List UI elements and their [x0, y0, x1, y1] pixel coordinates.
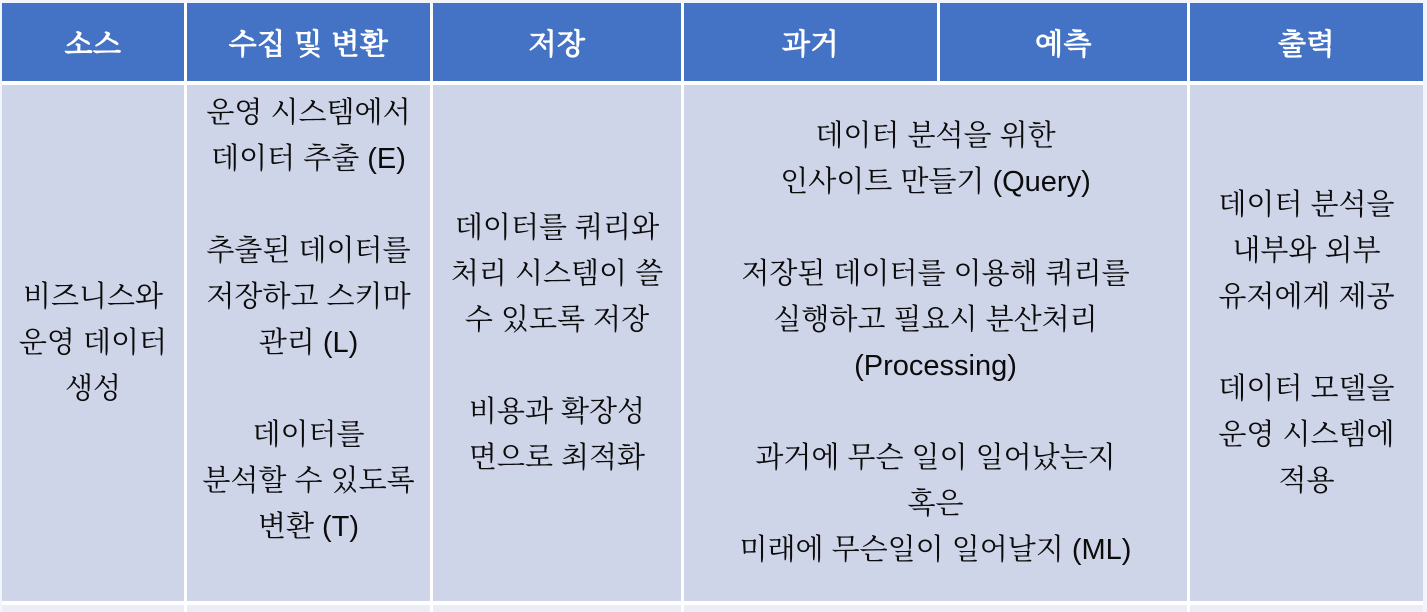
- data-pipeline-table: [2, 3, 1423, 612]
- cell-line: 인사이트 만들기 (Query): [780, 166, 1091, 198]
- cell-line: 미래에 무슨일이 일어날지 (ML): [739, 534, 1132, 566]
- cell-line: 과거에 무슨 일이 일어났는지: [755, 442, 1116, 474]
- cell-line: 비즈니스와: [22, 281, 164, 313]
- cell-line: (Processing): [854, 350, 1017, 382]
- cell-line: 변환 (T): [257, 511, 360, 543]
- cell-line: 데이터 분석을: [1218, 189, 1395, 221]
- next-row-sliver-cell: [684, 605, 1187, 612]
- header-cell-past: 과거: [684, 3, 937, 81]
- body-cell-source: [2, 85, 184, 601]
- cell-line: 운영 시스템에서: [206, 97, 411, 129]
- cell-line: 데이터 분석을 위한: [815, 120, 1056, 152]
- header-cell-source: 소스: [2, 3, 184, 81]
- cell-line: 저장된 데이터를 이용해 쿼리를: [741, 258, 1130, 290]
- cell-line: 데이터를 쿼리와: [454, 212, 660, 244]
- cell-line: 데이터 추출 (E): [211, 143, 406, 175]
- header-cell-collect-transform: 수집 및 변환: [187, 3, 430, 81]
- cell-line: 내부와 외부: [1232, 235, 1381, 267]
- cell-line: 운영 시스템에: [1218, 419, 1395, 451]
- cell-line: 데이터 모델을: [1218, 373, 1395, 405]
- next-row-sliver-cell: [2, 605, 184, 612]
- next-row-sliver-cell: [433, 605, 681, 612]
- cell-line: 관리 (L): [258, 327, 359, 359]
- cell-line: 처리 시스템이 쓸: [450, 258, 664, 290]
- cell-line: 혹은: [907, 488, 964, 520]
- header-cell-output: 출력: [1190, 3, 1423, 81]
- header-cell-storage: 저장: [433, 3, 681, 81]
- body-cell-storage: [433, 85, 681, 601]
- cell-line: 적용: [1278, 465, 1335, 497]
- cell-line: 비용과 확장성: [468, 396, 646, 428]
- cell-line: 추출된 데이터를: [206, 235, 411, 267]
- cell-line: 생성: [64, 373, 122, 405]
- cell-line: 유저에게 제공: [1218, 281, 1395, 313]
- cell-line: 운영 데이터: [18, 327, 168, 359]
- cell-line: 저장하고 스키마: [206, 281, 411, 313]
- cell-line: 수 있도록 저장: [464, 304, 650, 336]
- body-cell-past-predict: [684, 85, 1187, 601]
- cell-line: 면으로 최적화: [468, 442, 646, 474]
- cell-line: 데이터를: [252, 419, 365, 451]
- header-cell-predict: 예측: [940, 3, 1187, 81]
- next-row-sliver-cell: [1190, 605, 1423, 612]
- body-cell-output: [1190, 85, 1423, 601]
- cell-line: 분석할 수 있도록: [202, 465, 415, 497]
- body-cell-collect-transform: [187, 85, 430, 601]
- cell-line: 실행하고 필요시 분산처리: [773, 304, 1098, 336]
- next-row-sliver-cell: [187, 605, 430, 612]
